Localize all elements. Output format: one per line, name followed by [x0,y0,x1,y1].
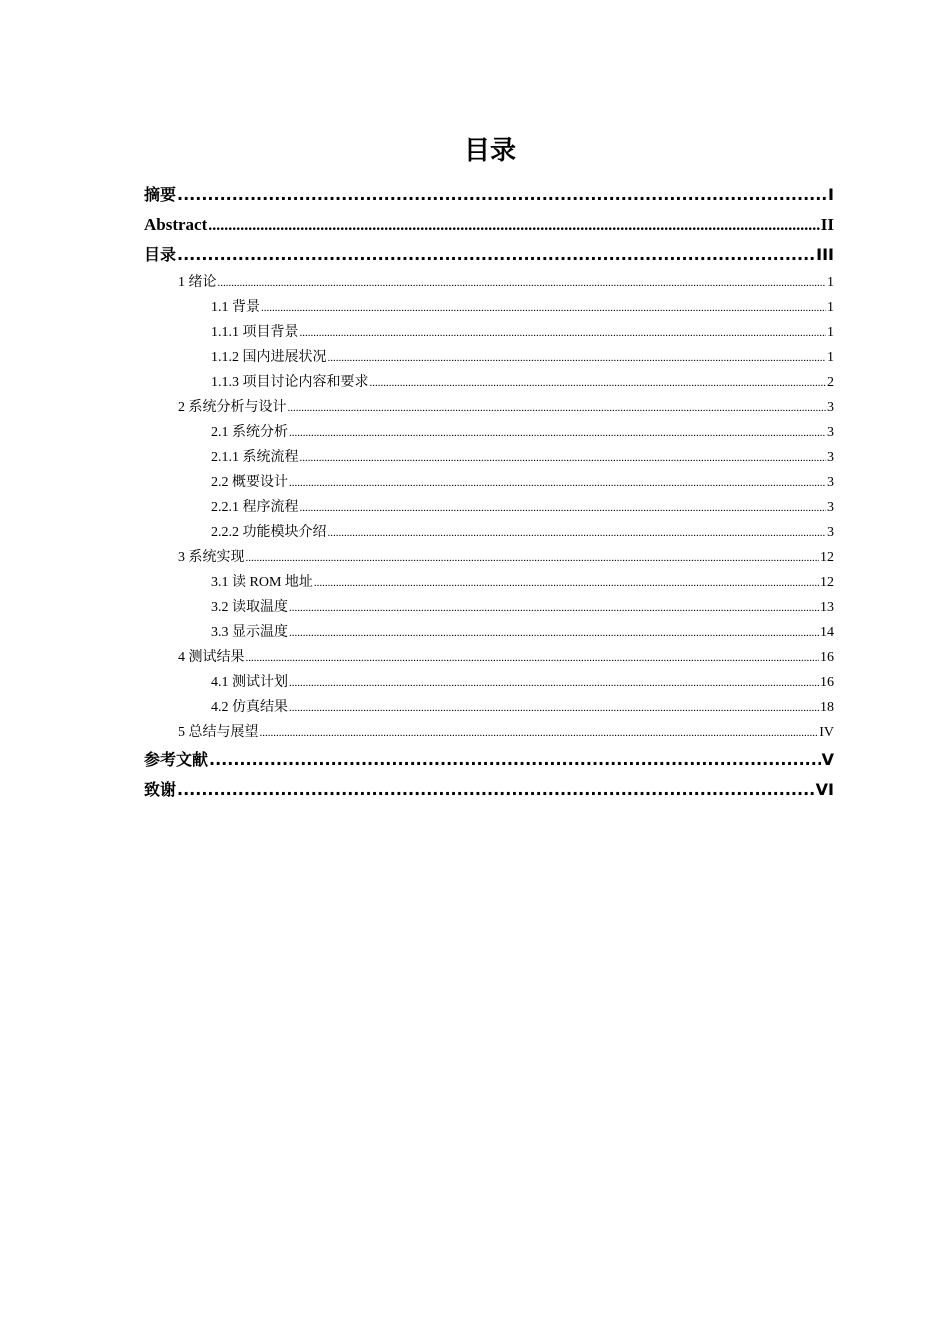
toc-entry-page: VI [815,780,834,799]
toc-entry-section-1-1-2[interactable] [144,345,834,370]
toc-entry-page: 3 [827,525,834,540]
toc-entry-section-2-2-2[interactable] [144,520,834,545]
toc-leader-dots [289,421,826,446]
toc-entry-label: 4.2 仿真结果 [211,700,288,715]
toc-leader-dots [300,321,827,346]
toc-entry-section-4-1[interactable] [144,670,834,695]
toc-leader-dots [370,371,827,396]
toc-leader-dots [314,571,819,596]
toc-entry-label: 3 系统实现 [178,550,245,565]
toc-entry-chapter-1[interactable] [144,270,834,295]
toc-entry-label: 2.2.1 程序流程 [211,500,299,515]
toc-leader-dots [177,240,815,270]
toc-entry-page: 3 [827,475,834,490]
toc-leader-dots [288,396,827,421]
toc-entry-page: 1 [827,275,834,290]
toc-entry-section-2-1[interactable] [144,420,834,445]
toc-entry-references[interactable] [144,745,834,775]
toc-entry-page: 16 [820,675,834,690]
toc-entry-label: 4 测试结果 [178,650,245,665]
toc-entry-section-1-1-1[interactable] [144,320,834,345]
toc-leader-dots [328,521,827,546]
toc-entry-page: II [820,215,834,234]
toc-leader-dots [300,496,827,521]
toc-leader-dots [246,646,820,671]
toc-entry-label: 3.3 显示温度 [211,625,288,640]
toc-leader-dots [289,621,819,646]
toc-entry-label: 1.1.3 项目讨论内容和要求 [211,375,369,390]
toc-leader-dots [289,471,826,496]
toc-entry-page: 12 [820,575,834,590]
toc-entry-page: III [816,245,834,264]
toc-entry-label: 3.1 读 ROM 地址 [211,575,313,590]
toc-leader-dots [289,596,819,621]
toc-entry-label: 5 总结与展望 [178,725,259,740]
toc-entry-page: I [828,185,834,204]
toc-entry-section-1-1[interactable] [144,295,834,320]
table-of-contents [144,180,834,805]
toc-entry-page: 2 [827,375,834,390]
toc-entry-acknowledgements[interactable] [144,775,834,805]
page-title: 目录 [463,136,516,166]
toc-entry-label: 参考文献 [144,750,209,769]
toc-entry-page: 13 [820,600,834,615]
toc-entry-page: 12 [820,550,834,565]
toc-leader-dots [209,745,821,775]
toc-entry-label: 2 系统分析与设计 [178,400,287,415]
toc-entry-label: 致谢 [144,780,177,799]
toc-entry-label: 摘要 [144,185,177,204]
toc-entry-chapter-4[interactable] [144,645,834,670]
toc-entry-label: 2.2 概要设计 [211,475,288,490]
toc-entry-section-4-2[interactable] [144,695,834,720]
toc-entry-abstract-en[interactable] [144,210,834,240]
toc-leader-dots [289,696,819,721]
toc-entry-abstract-cn[interactable] [144,180,834,210]
toc-leader-dots [177,775,815,805]
toc-entry-label: 目录 [144,245,177,264]
toc-entry-label: 3.2 读取温度 [211,600,288,615]
toc-entry-page: 16 [820,650,834,665]
toc-entry-page: 1 [827,300,834,315]
toc-leader-dots [289,671,819,696]
toc-leader-dots [218,271,827,296]
toc-entry-chapter-5[interactable] [144,720,834,745]
toc-entry-label: 2.1.1 系统流程 [211,450,299,465]
toc-entry-label: 2.1 系统分析 [211,425,288,440]
toc-entry-page: 1 [827,325,834,340]
toc-entry-label: 1 绪论 [178,275,217,290]
toc-leader-dots [177,180,827,210]
toc-leader-dots [261,296,826,321]
toc-entry-label: 1.1.1 项目背景 [211,325,299,340]
toc-entry-page: 14 [820,625,834,640]
toc-leader-dots [246,546,820,571]
toc-entry-contents[interactable] [144,240,834,270]
toc-entry-page: V [821,750,834,769]
toc-entry-label: 1.1 背景 [211,300,260,315]
toc-entry-label: 2.2.2 功能模块介绍 [211,525,327,540]
toc-entry-section-3-3[interactable] [144,620,834,645]
toc-entry-section-3-2[interactable] [144,595,834,620]
toc-entry-label: 4.1 测试计划 [211,675,288,690]
toc-entry-section-2-1-1[interactable] [144,445,834,470]
toc-entry-page: 18 [820,700,834,715]
toc-leader-dots [208,211,820,241]
toc-entry-page: 3 [827,425,834,440]
toc-entry-label: 1.1.2 国内进展状况 [211,350,327,365]
toc-entry-page: IV [819,725,834,740]
toc-entry-page: 3 [827,450,834,465]
toc-entry-chapter-3[interactable] [144,545,834,570]
toc-entry-page: 1 [827,350,834,365]
toc-leader-dots [300,446,827,471]
toc-entry-section-1-1-3[interactable] [144,370,834,395]
toc-entry-section-2-2[interactable] [144,470,834,495]
toc-entry-section-2-2-1[interactable] [144,495,834,520]
toc-entry-page: 3 [827,500,834,515]
toc-leader-dots [260,721,819,746]
toc-entry-section-3-1[interactable] [144,570,834,595]
toc-leader-dots [328,346,827,371]
toc-entry-label: Abstract [144,215,208,234]
toc-entry-chapter-2[interactable] [144,395,834,420]
toc-entry-page: 3 [827,400,834,415]
